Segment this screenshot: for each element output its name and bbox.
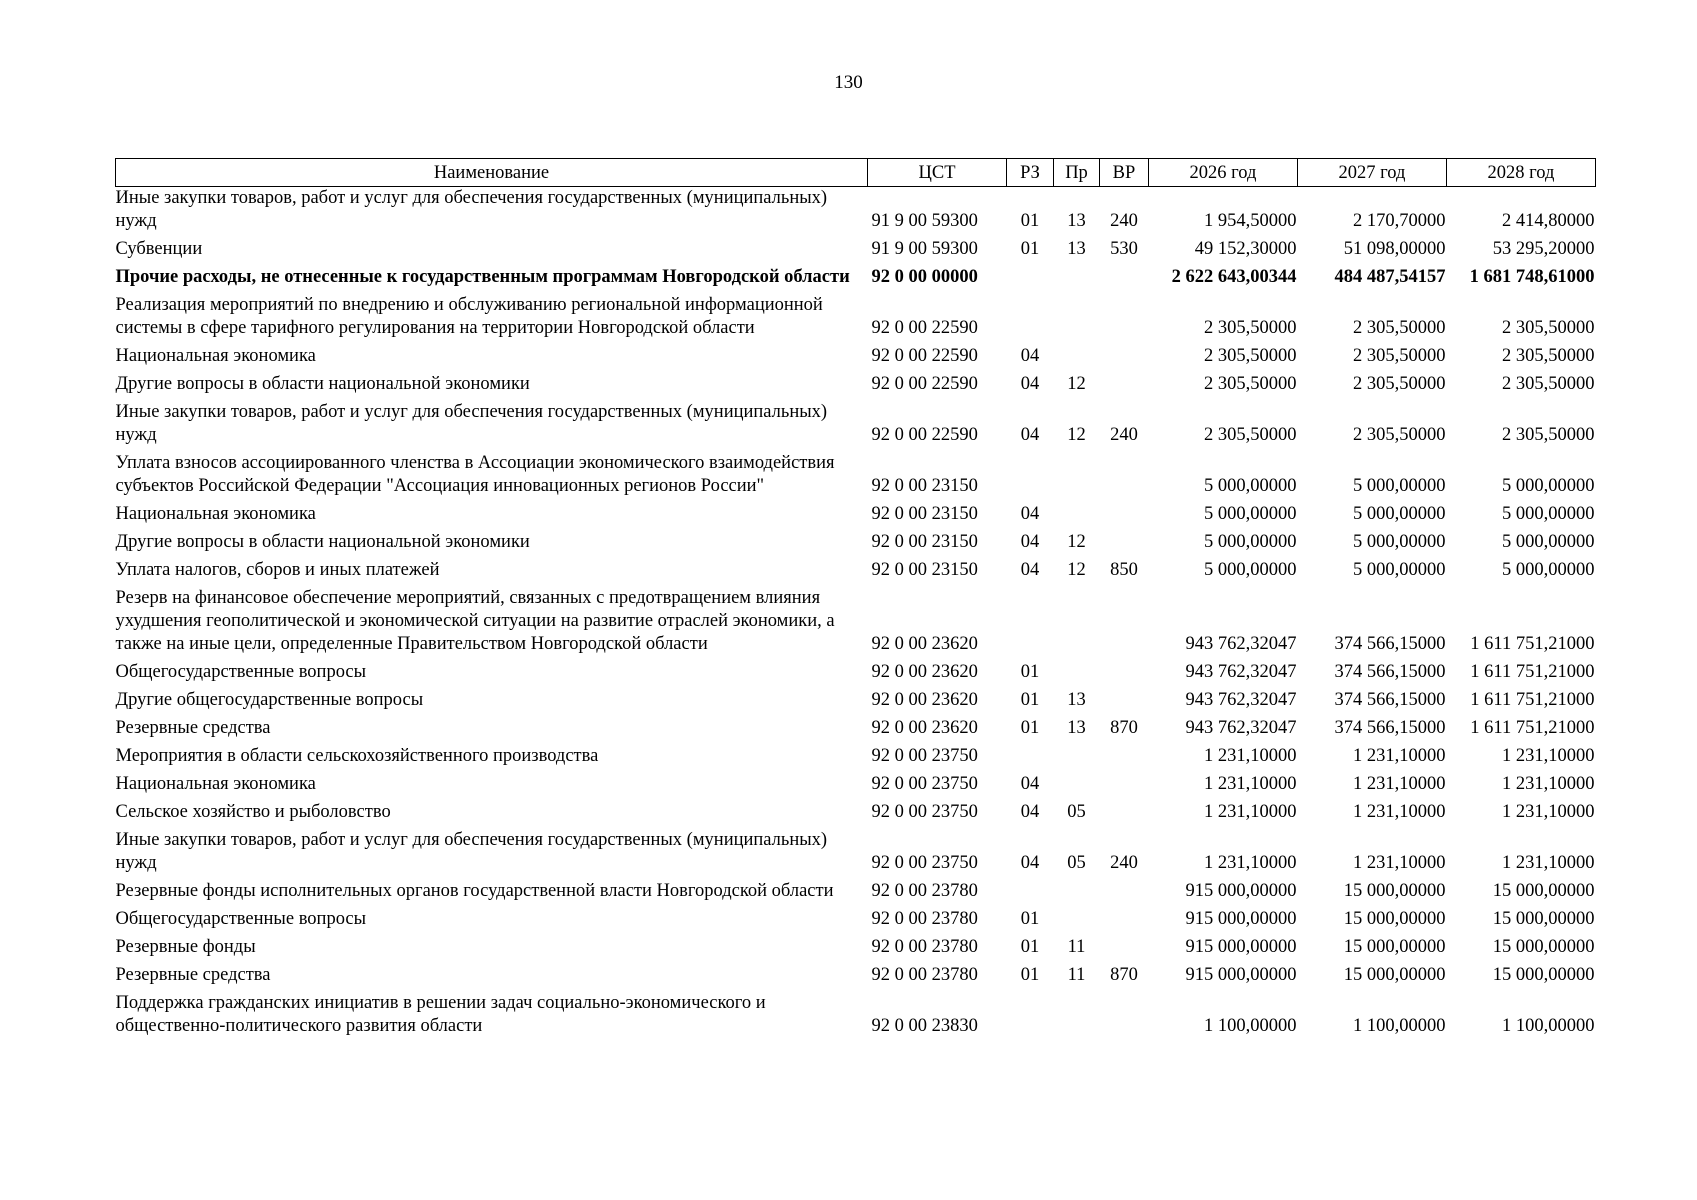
row-pr: 13: [1067, 718, 1086, 738]
table-row: [116, 503, 1596, 531]
row-rz: 04: [1020, 853, 1040, 873]
row-value-2027: 51 098,00000: [1343, 239, 1446, 259]
row-value-2027: 15 000,00000: [1343, 965, 1446, 985]
row-value-2026: 943 762,32047: [1185, 634, 1297, 654]
row-cst: 92 0 00 22590: [871, 425, 978, 445]
row-cst: 91 9 00 59300: [871, 211, 978, 231]
row-value-2028: 15 000,00000: [1492, 937, 1595, 957]
row-value-2028: 1 231,10000: [1502, 774, 1595, 794]
row-vr: [1100, 801, 1149, 829]
row-rz: 04: [1020, 560, 1040, 580]
row-value-2026: 1 231,10000: [1204, 746, 1297, 766]
row-cst: 92 0 00 23750: [871, 853, 978, 873]
row-name: Мероприятия в области сельскохозяйственного производства: [115, 746, 599, 766]
row-value-2027: 5 000,00000: [1353, 560, 1446, 580]
table-row: [116, 452, 1596, 503]
table-row: [116, 373, 1596, 401]
row-name: Резервные фонды исполнительных органов государственной власти Новгородской области: [115, 881, 834, 901]
row-value-2027: 374 566,15000: [1334, 690, 1446, 710]
row-value-2027: 2 170,70000: [1353, 211, 1446, 231]
row-value-2026: 943 762,32047: [1185, 690, 1297, 710]
row-value-2027: 374 566,15000: [1334, 662, 1446, 682]
row-value-2027: 374 566,15000: [1334, 718, 1446, 738]
row-pr: [1054, 880, 1100, 908]
row-vr: [1100, 503, 1149, 531]
row-cst: 92 0 00 23780: [871, 965, 978, 985]
row-value-2026: 2 305,50000: [1204, 346, 1297, 366]
row-pr: 11: [1067, 937, 1086, 957]
row-vr: [1100, 661, 1149, 689]
row-value-2027: 2 305,50000: [1353, 318, 1446, 338]
row-value-2028: 1 231,10000: [1502, 746, 1595, 766]
row-name: Национальная экономика: [115, 774, 316, 794]
row-cst: 92 0 00 22590: [871, 346, 978, 366]
table-row: [116, 689, 1596, 717]
row-rz: [1007, 452, 1054, 503]
row-name: Общегосударственные вопросы: [115, 909, 367, 929]
row-value-2026: 5 000,00000: [1204, 504, 1297, 524]
table-row: [116, 992, 1596, 1043]
row-vr: 240: [1110, 211, 1138, 231]
row-value-2026: 1 954,50000: [1204, 211, 1297, 231]
table-body: [116, 187, 1596, 1044]
row-value-2026: 2 305,50000: [1204, 425, 1297, 445]
row-rz: [1007, 745, 1054, 773]
header-rz: РЗ: [1007, 159, 1054, 187]
row-value-2028: 1 681 748,61000: [1469, 267, 1595, 287]
row-value-2028: 1 611 751,21000: [1470, 662, 1595, 682]
row-value-2027: 5 000,00000: [1353, 532, 1446, 552]
table-row: [116, 661, 1596, 689]
header-name: Наименование: [116, 159, 868, 187]
row-vr: [1100, 294, 1149, 345]
row-rz: 04: [1020, 504, 1040, 524]
row-cst: 92 0 00 23780: [871, 937, 978, 957]
row-value-2027: 2 305,50000: [1353, 346, 1446, 366]
row-rz: 04: [1020, 425, 1040, 445]
table-row: [116, 587, 1596, 661]
row-pr: 13: [1067, 690, 1086, 710]
row-rz: 04: [1020, 532, 1040, 552]
row-cst: 92 0 00 23750: [871, 774, 978, 794]
row-value-2027: 1 100,00000: [1353, 1016, 1446, 1036]
row-pr: 12: [1067, 374, 1086, 394]
row-rz: [1007, 880, 1054, 908]
row-pr: [1054, 266, 1100, 294]
row-cst: 92 0 00 23780: [871, 909, 978, 929]
row-name: Иные закупки товаров, работ и услуг для обеспечения государственных (муниципальных) нужд: [115, 188, 828, 231]
row-value-2026: 1 231,10000: [1204, 853, 1297, 873]
row-vr: 240: [1110, 425, 1138, 445]
row-cst: 92 0 00 22590: [871, 374, 978, 394]
table-row: [116, 773, 1596, 801]
row-name: Сельское хозяйство и рыболовство: [115, 802, 391, 822]
row-name: Уплата налогов, сборов и иных платежей: [115, 560, 440, 580]
row-rz: [1007, 294, 1054, 345]
row-value-2026: 5 000,00000: [1204, 532, 1297, 552]
row-value-2028: 15 000,00000: [1492, 965, 1595, 985]
row-name: Резервные средства: [115, 965, 271, 985]
row-rz: 01: [1020, 718, 1040, 738]
row-value-2028: 5 000,00000: [1502, 504, 1595, 524]
row-value-2028: 2 305,50000: [1502, 318, 1595, 338]
row-name: Иные закупки товаров, работ и услуг для обеспечения государственных (муниципальных) нужд: [115, 402, 828, 445]
row-value-2028: 5 000,00000: [1502, 476, 1595, 496]
budget-table: [115, 158, 1596, 1043]
header-pr: Пр: [1054, 159, 1100, 187]
row-vr: [1100, 345, 1149, 373]
row-cst: 92 0 00 23150: [871, 476, 978, 496]
row-pr: [1054, 503, 1100, 531]
row-value-2027: 1 231,10000: [1353, 746, 1446, 766]
row-value-2027: 484 487,54157: [1334, 267, 1446, 287]
row-rz: [1007, 587, 1054, 661]
row-value-2026: 943 762,32047: [1185, 662, 1297, 682]
row-pr: [1054, 661, 1100, 689]
row-name: Иные закупки товаров, работ и услуг для обеспечения государственных (муниципальных) нужд: [115, 830, 828, 873]
row-value-2027: 15 000,00000: [1343, 881, 1446, 901]
row-rz: 01: [1020, 239, 1040, 259]
row-vr: [1100, 689, 1149, 717]
row-value-2026: 915 000,00000: [1185, 881, 1297, 901]
row-value-2028: 15 000,00000: [1492, 909, 1595, 929]
row-value-2027: 374 566,15000: [1334, 634, 1446, 654]
row-name: Национальная экономика: [115, 504, 316, 524]
row-pr: 05: [1067, 853, 1086, 873]
table-row: [116, 401, 1596, 452]
row-vr: [1100, 880, 1149, 908]
row-value-2028: 2 305,50000: [1502, 374, 1595, 394]
row-name: Другие общегосударственные вопросы: [115, 690, 424, 710]
row-value-2028: 15 000,00000: [1492, 881, 1595, 901]
row-value-2026: 1 100,00000: [1204, 1016, 1297, 1036]
row-value-2027: 2 305,50000: [1353, 374, 1446, 394]
table-row: [116, 829, 1596, 880]
row-cst: 92 0 00 23620: [871, 690, 978, 710]
row-name: Уплата взносов ассоциированного членства в Ассоциации экономического взаимодействия субъектов Российской Федерации "Ассоциация инновационных регионов России": [115, 453, 835, 496]
table-row: [116, 294, 1596, 345]
row-value-2026: 2 305,50000: [1204, 374, 1297, 394]
row-vr: [1100, 773, 1149, 801]
row-name: Реализация мероприятий по внедрению и обслуживанию региональной информационной системы в сфере тарифного регулирования на территории Новгородской области: [115, 295, 823, 338]
row-cst: 92 0 00 00000: [871, 267, 978, 287]
row-name: Резервные средства: [115, 718, 271, 738]
row-cst: 92 0 00 22590: [871, 318, 978, 338]
row-cst: 92 0 00 23780: [871, 881, 978, 901]
row-name: Национальная экономика: [115, 346, 316, 366]
header-vr: ВР: [1100, 159, 1149, 187]
header-2026: 2026 год: [1149, 159, 1298, 187]
row-name: Субвенции: [115, 239, 203, 259]
row-name: Общегосударственные вопросы: [115, 662, 367, 682]
row-rz: 04: [1020, 802, 1040, 822]
row-value-2028: 53 295,20000: [1492, 239, 1595, 259]
row-pr: 12: [1067, 532, 1086, 552]
row-name: Поддержка гражданских инициатив в решении задач социально-экономического и общественно-политического развития области: [115, 993, 766, 1036]
row-cst: 92 0 00 23620: [871, 662, 978, 682]
row-value-2027: 1 231,10000: [1353, 853, 1446, 873]
row-cst: 92 0 00 23150: [871, 504, 978, 524]
row-value-2027: 15 000,00000: [1343, 909, 1446, 929]
table-row: [116, 187, 1596, 239]
row-rz: 04: [1020, 374, 1040, 394]
row-cst: 92 0 00 23150: [871, 560, 978, 580]
row-value-2026: 1 231,10000: [1204, 802, 1297, 822]
row-value-2026: 49 152,30000: [1194, 239, 1297, 259]
row-pr: [1054, 773, 1100, 801]
row-value-2028: 5 000,00000: [1502, 532, 1595, 552]
table-row: [116, 964, 1596, 992]
row-value-2026: 1 231,10000: [1204, 774, 1297, 794]
table-header-row: [116, 159, 1596, 187]
row-value-2028: 1 611 751,21000: [1470, 718, 1595, 738]
row-vr: [1100, 531, 1149, 559]
row-rz: [1007, 266, 1054, 294]
row-rz: 01: [1020, 965, 1040, 985]
row-pr: 11: [1067, 965, 1086, 985]
row-value-2028: 1 231,10000: [1502, 853, 1595, 873]
row-name: Резервные фонды: [115, 937, 256, 957]
row-cst: 92 0 00 23750: [871, 746, 978, 766]
row-pr: [1054, 908, 1100, 936]
row-rz: 01: [1020, 662, 1040, 682]
row-rz: [1007, 992, 1054, 1043]
row-vr: [1100, 587, 1149, 661]
row-vr: 870: [1110, 965, 1138, 985]
row-pr: [1054, 294, 1100, 345]
row-value-2027: 5 000,00000: [1353, 476, 1446, 496]
row-vr: [1100, 373, 1149, 401]
row-vr: [1100, 745, 1149, 773]
row-name: Резерв на финансовое обеспечение мероприятий, связанных с предотвращением влияния ухудшения геополитической и экономической ситуации на развитие отраслей экономики, а также на иные цели, определенные Правительством Новгородской области: [115, 588, 835, 654]
table-row: [116, 345, 1596, 373]
row-value-2027: 1 231,10000: [1353, 774, 1446, 794]
row-value-2028: 1 611 751,21000: [1470, 634, 1595, 654]
row-vr: [1100, 908, 1149, 936]
row-value-2028: 2 305,50000: [1502, 425, 1595, 445]
table-row: [116, 936, 1596, 964]
row-cst: 91 9 00 59300: [871, 239, 978, 259]
row-cst: 92 0 00 23830: [871, 1016, 978, 1036]
row-vr: 240: [1110, 853, 1138, 873]
row-pr: [1054, 452, 1100, 503]
row-pr: 13: [1067, 211, 1086, 231]
page-number: 130: [834, 72, 863, 93]
row-name: Другие вопросы в области национальной экономики: [115, 532, 530, 552]
row-value-2028: 2 414,80000: [1502, 211, 1595, 231]
row-vr: [1100, 452, 1149, 503]
row-value-2027: 2 305,50000: [1353, 425, 1446, 445]
row-pr: [1054, 345, 1100, 373]
table-row: [116, 238, 1596, 266]
table-row: [116, 717, 1596, 745]
row-pr: 12: [1067, 560, 1086, 580]
table-row: [116, 531, 1596, 559]
row-pr: [1054, 745, 1100, 773]
row-vr: 530: [1110, 239, 1138, 259]
row-vr: [1100, 936, 1149, 964]
row-pr: 13: [1067, 239, 1086, 259]
row-pr: 12: [1067, 425, 1086, 445]
row-value-2026: 5 000,00000: [1204, 560, 1297, 580]
row-value-2027: 1 231,10000: [1353, 802, 1446, 822]
row-rz: 04: [1020, 774, 1040, 794]
header-2027: 2027 год: [1298, 159, 1447, 187]
row-pr: [1054, 587, 1100, 661]
row-value-2028: 2 305,50000: [1502, 346, 1595, 366]
row-value-2028: 1 231,10000: [1502, 802, 1595, 822]
row-rz: 01: [1020, 909, 1040, 929]
table-row: [116, 745, 1596, 773]
row-cst: 92 0 00 23620: [871, 718, 978, 738]
row-vr: 870: [1110, 718, 1138, 738]
row-rz: 04: [1020, 346, 1040, 366]
table-row: [116, 266, 1596, 294]
row-name: Другие вопросы в области национальной экономики: [115, 374, 530, 394]
row-value-2026: 943 762,32047: [1185, 718, 1297, 738]
row-name: Прочие расходы, не отнесенные к государственным программам Новгородской области: [115, 267, 850, 287]
row-value-2026: 2 622 643,00344: [1171, 267, 1297, 287]
table-row: [116, 559, 1596, 587]
row-rz: 01: [1020, 690, 1040, 710]
row-value-2028: 5 000,00000: [1502, 560, 1595, 580]
row-value-2026: 2 305,50000: [1204, 318, 1297, 338]
header-cst: ЦСТ: [868, 159, 1007, 187]
row-vr: [1100, 992, 1149, 1043]
row-vr: [1100, 266, 1149, 294]
row-pr: [1054, 992, 1100, 1043]
row-value-2026: 915 000,00000: [1185, 937, 1297, 957]
header-2028: 2028 год: [1447, 159, 1596, 187]
row-cst: 92 0 00 23620: [871, 634, 978, 654]
row-cst: 92 0 00 23150: [871, 532, 978, 552]
table-row: [116, 880, 1596, 908]
row-value-2026: 915 000,00000: [1185, 909, 1297, 929]
row-value-2027: 15 000,00000: [1343, 937, 1446, 957]
row-cst: 92 0 00 23750: [871, 802, 978, 822]
table-row: [116, 908, 1596, 936]
row-value-2028: 1 100,00000: [1502, 1016, 1595, 1036]
row-value-2028: 1 611 751,21000: [1470, 690, 1595, 710]
row-rz: 01: [1020, 937, 1040, 957]
row-rz: 01: [1020, 211, 1040, 231]
row-vr: 850: [1110, 560, 1138, 580]
row-value-2027: 5 000,00000: [1353, 504, 1446, 524]
table-row: [116, 801, 1596, 829]
row-pr: 05: [1067, 802, 1086, 822]
row-value-2026: 5 000,00000: [1204, 476, 1297, 496]
row-value-2026: 915 000,00000: [1185, 965, 1297, 985]
